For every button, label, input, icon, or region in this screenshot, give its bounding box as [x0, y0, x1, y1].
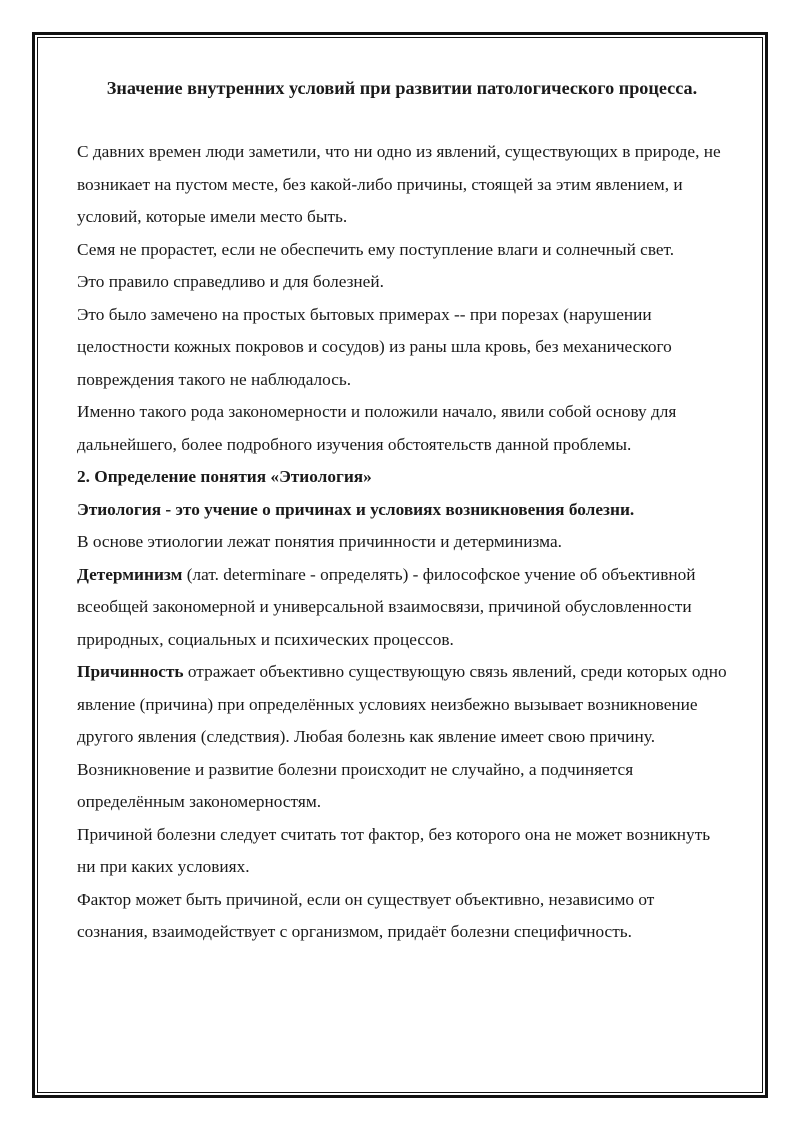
definition-heading: Этиология - это учение о причинах и условиях возникновения болезни. — [77, 499, 635, 519]
document-title: Значение внутренних условий при развитии патологического процесса. — [106, 78, 698, 98]
paragraph-determinism — [77, 559, 727, 657]
paragraph: Семя не прорастет, если не обеспечить ему поступление влаги и солнечный свет. — [77, 239, 675, 259]
paragraph: Причиной болезни следует считать тот фактор, без которого она не может возникнуть ни при каких условиях. — [77, 824, 711, 876]
paragraph-text: отражает объективно существующую связь явлений, среди которых одно явление (причина) при определённых условиях неизбежно вызывает возникновение другого явления (следствия). Любая болезнь как явление имеет свою причину. — [77, 662, 727, 746]
section-heading: 2. Определение понятия «Этиология» — [77, 467, 372, 486]
paragraph-text: (лат. determinare - определять) - философское учение об объективной всеобщей закономерной и универсальной взаимосвязи, причиной обусловленности природных, социальных и психических процессов. — [77, 564, 696, 649]
document-body — [77, 68, 727, 949]
term-determinism: Детерминизм — [77, 564, 183, 584]
term-causality: Причинность — [77, 662, 184, 681]
paragraph: С давних времен люди заметили, что ни одно из явлений, существующих в природе, не возникает на пустом месте, без какой-либо причины, стоящей за этим явлением, и условий, которые имели место быть. — [77, 142, 721, 226]
paragraph: Возникновение и развитие болезни происходит не случайно, а подчиняется определённым закономерностям. — [77, 759, 634, 811]
paragraph: Именно такого рода закономерности и положили начало, явили собой основу для дальнейшего, более подробного изучения обстоятельств данной проблемы. — [77, 402, 677, 454]
paragraph: Фактор может быть причиной, если он существует объективно, независимо от сознания, взаимодействует с организмом, придаёт болезни специфичность. — [77, 889, 655, 941]
paragraph-causality — [77, 656, 727, 754]
paragraph: Это было замечено на простых бытовых примерах -- при порезах (нарушении целостности кожных покровов и сосудов) из раны шла кровь, без механического повреждения такого не наблюдалось. — [77, 304, 672, 389]
paragraph: Это правило справедливо и для болезней. — [77, 272, 384, 291]
paragraph: В основе этиологии лежат понятия причинности и детерминизма. — [77, 532, 562, 551]
